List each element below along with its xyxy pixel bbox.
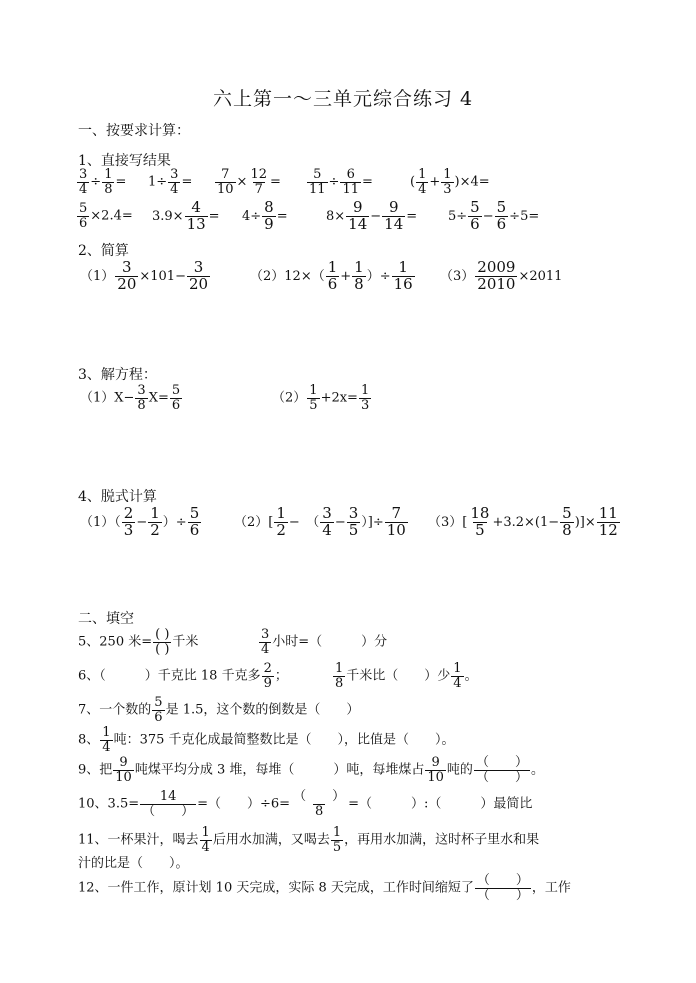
equation-2: （2） $\frac{1}{5}$ +2x= $\frac{1}{3}$ xyxy=(272,383,370,413)
direct-item-7: 3.9× $\frac{4}{13}$ = xyxy=(152,198,220,233)
simplify-problem-2: （2）12×（ $\frac{1}{6}$ + $\frac{1}{8}$ ）÷ $\frac{1}{16}$ xyxy=(250,258,413,293)
subheading-equations: 3、解方程： xyxy=(78,367,157,383)
question-12: 12、一件工作，原计划 10 天完成，实际 8 天完成，工作时间缩短了 $\frac{( )}{( )}$ ，工作 xyxy=(78,873,571,903)
subheading-simplify: 2、简算 xyxy=(78,243,129,259)
section-heading-2: 二、填空 xyxy=(78,611,134,627)
equation-1: （1）X− $\frac{3}{8}$ X= $\frac{5}{6}$ xyxy=(80,383,181,413)
question-10: 10、3.5= $\frac{14}{( )}$ =（ ）÷6= $\frac{( )}{8}$ =（ ）:（ ）最简比 xyxy=(78,789,533,819)
question-11: 11、一杯果汁，喝去 $\frac{1}{4}$ 后用水加满，又喝去 $\frac{1}{5}$ ，再用水加满，这时杯子里水和果 xyxy=(78,825,540,855)
question-11-line-2: 汁的比是（ ）。 xyxy=(78,856,189,871)
direct-item-3: $\frac{7}{10}$ × $\frac{12}{7}$ = xyxy=(217,167,281,197)
section-heading-1: 一、按要求计算： xyxy=(78,123,190,139)
direct-item-9: 8× $\frac{9}{14}$ − $\frac{9}{14}$ = xyxy=(326,198,418,233)
simplify-problem-1: （1） $\frac{3}{20}$ ×101− $\frac{3}{20}$ xyxy=(80,258,209,293)
question-9: 9、把 $\frac{9}{10}$ 吨煤平均分成 3 堆，每堆（ ）吨，每堆煤占 $\frac{9}{10}$ 吨的 $\frac{( )}{( )}$ 。 xyxy=(78,755,544,785)
stepwise-problem-1: （1）（ $\frac{2}{3}$ − $\frac{1}{2}$ ）÷ $\frac{5}{6}$ xyxy=(80,504,200,539)
simplify-problem-3: （3） $\frac{2009}{2010}$ ×2011 xyxy=(440,258,563,293)
question-8: 8、 $\frac{1}{4}$ 吨：375 千克化成最简整数比是（ ），比值是（ ）。 xyxy=(78,725,455,755)
subheading-direct: 1、直接写结果 xyxy=(78,153,171,169)
question-5: 5、250 米= $\frac{( )}{( )}$ 千米 xyxy=(78,627,199,657)
page-title: 六上第一～三单元综合练习 4 xyxy=(213,88,474,110)
question-5b: $\frac{3}{4}$ 小时=（ ）分 xyxy=(261,627,388,657)
question-7: 7、一个数的 $\frac{5}{6}$ 是 1.5，这个数的倒数是（ ） xyxy=(78,695,360,725)
direct-item-1: $\frac{3}{4}$ ÷ $\frac{1}{8}$ = xyxy=(79,167,127,197)
direct-item-4: $\frac{5}{11}$ ÷ $\frac{6}{11}$ = xyxy=(309,167,373,197)
direct-item-2: 1÷ $\frac{3}{4}$ = xyxy=(148,167,193,197)
question-6: 6、（ ）千克比 18 千克多 $\frac{2}{9}$ ； xyxy=(78,661,288,691)
direct-item-10: 5÷ $\frac{5}{6}$ − $\frac{5}{6}$ ÷5= xyxy=(448,198,540,233)
stepwise-problem-2: （2）[ $\frac{1}{2}$ − （ $\frac{3}{4}$ − $\frac{3}{5}$ ）]÷ $\frac{7}{10}$ xyxy=(234,504,406,539)
direct-item-8: 4÷ $\frac{8}{9}$ = xyxy=(242,198,288,233)
stepwise-problem-3: （3）[ $\frac{18}{5}$ +3.2×(1− $\frac{5}{8}$ )]× $\frac{11}{12}$ xyxy=(428,504,618,539)
subheading-stepwise: 4、脱式计算 xyxy=(78,489,157,505)
direct-item-5: ( $\frac{1}{4}$ + $\frac{1}{3}$ )×4= xyxy=(410,167,490,197)
direct-item-6: $\frac{5}{6}$ ×2.4= xyxy=(79,201,133,231)
question-6b: $\frac{1}{8}$ 千米比（ ）少 $\frac{1}{4}$ 。 xyxy=(335,661,478,691)
